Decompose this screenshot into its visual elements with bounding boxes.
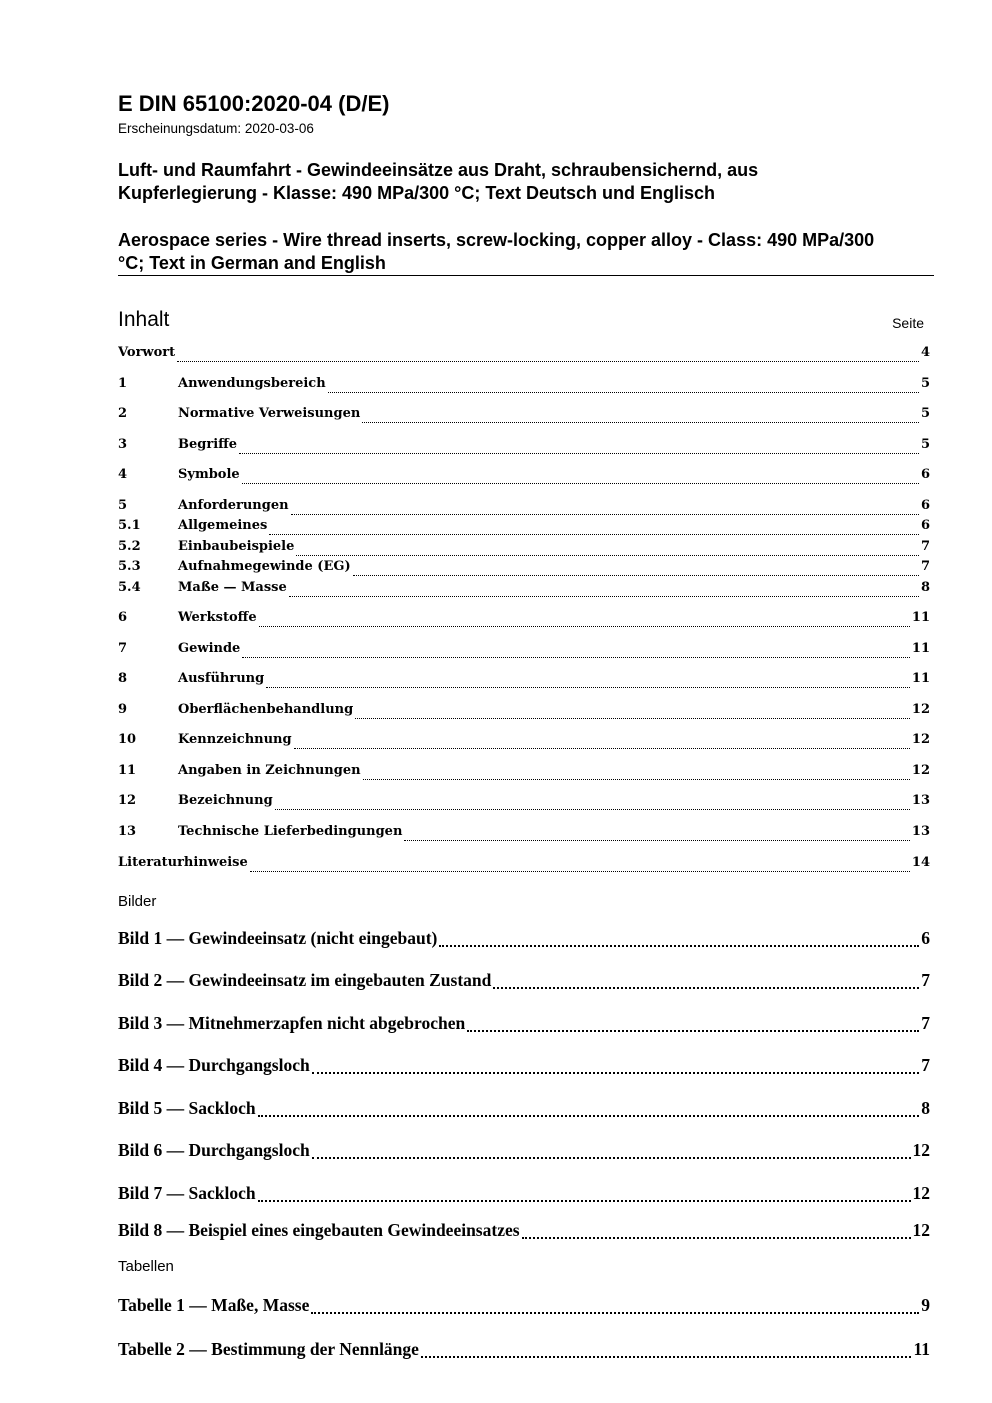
toc-entry-number: 12 [118,793,137,808]
toc-entry[interactable] [118,406,930,426]
title-english: Aerospace series - Wire thread inserts, screw-locking, copper alloy - Class: 490 MPa/300 °C; Text in German and English [118,230,875,273]
table-entry-title: Tabelle 1 — Maße, Masse [118,1295,310,1315]
toc-entry-number: 2 [118,406,128,421]
figure-entry[interactable] [118,1183,930,1207]
toc-leader [362,422,919,423]
toc-entry-number: 5.3 [118,559,141,574]
toc-leader [266,687,910,688]
figure-entry-title: Bild 1 — Gewindeeinsatz (nicht eingebaut) [118,928,438,948]
toc-entry-title: Einbaubeispiele [178,539,295,554]
document-id: E DIN 65100:2020-04 (D/E) [118,91,390,116]
toc-entry-number: 5.1 [118,518,141,533]
toc-leader [239,453,919,454]
toc-leader [177,361,919,362]
toc-entry-number: 9 [118,702,128,717]
toc-leader [404,840,910,841]
toc-entry[interactable] [118,437,930,457]
table-entry-page: 11 [913,1339,930,1359]
toc-entry[interactable] [118,702,930,722]
toc-entry-title: Allgemeines [178,518,268,533]
figure-entry-page: 12 [912,1140,930,1160]
toc-entry-title: Gewinde [178,641,241,656]
figure-entry-title: Bild 3 — Mitnehmerzapfen nicht abgebrochen [118,1013,466,1033]
toc-entry[interactable] [118,467,930,487]
toc-entry-page: 4 [920,345,930,360]
toc-leader [242,657,910,658]
toc-entry-page: 5 [920,406,930,421]
figure-leader [258,1200,911,1202]
figure-entry[interactable] [118,1098,930,1122]
toc-leader [353,575,919,576]
toc-entry-number: 7 [118,641,128,656]
toc-entry-page: 14 [911,855,930,870]
title-german: Luft- und Raumfahrt - Gewindeeinsätze aus Draht, schraubensichernd, aus Kupferlegierung - Klasse: 490 MPa/300 °C; Text Deutsch und Englisch [118,160,759,203]
toc-entry[interactable] [118,763,930,783]
toc-entry-page: 5 [920,437,930,452]
toc-entry-title: Begriffe [178,437,238,452]
toc-entry-page: 11 [911,671,930,686]
figure-leader [312,1072,920,1074]
toc-entry-title: Anforderungen [178,498,289,513]
toc-leader [296,555,919,556]
table-leader [311,1312,919,1314]
figure-entry-title: Bild 7 — Sackloch [118,1183,256,1203]
toc-entry-title: Technische Lieferbedingungen [178,824,403,839]
toc-entry[interactable] [118,376,930,396]
toc-entry-title: Bezeichnung [178,793,273,808]
toc-entry-title: Normative Verweisungen [178,406,361,421]
toc-entry-number: 10 [118,732,137,747]
toc-entry[interactable] [118,559,930,579]
publication-date: Erscheinungsdatum: 2020-03-06 [118,121,314,136]
toc-entry-title: Literaturhinweise [118,855,248,870]
toc-entry-number: 6 [118,610,128,625]
toc-entry[interactable] [118,610,930,630]
figure-entry-page: 7 [921,970,930,990]
toc-entry-title: Kennzeichnung [178,732,292,747]
toc-entry-number: 3 [118,437,128,452]
toc-entry[interactable] [118,518,930,538]
toc-leader [289,596,919,597]
toc-leader [363,779,910,780]
toc-leader [250,871,910,872]
toc-entry-page: 11 [911,610,930,625]
toc-entry[interactable] [118,539,930,559]
toc-entry-page: 12 [911,763,930,778]
toc-entry-number: 13 [118,824,137,839]
toc-entry-page: 5 [920,376,930,391]
toc-entry-page: 7 [920,559,930,574]
toc-leader [291,514,919,515]
toc-leader [355,718,910,719]
toc-leader [242,483,919,484]
figure-entry[interactable] [118,928,930,952]
figure-entry-page: 12 [912,1183,930,1203]
toc-entry-title: Aufnahmegewinde (EG) [178,559,351,574]
figure-entry-title: Bild 6 — Durchgangsloch [118,1140,310,1160]
toc-entry-page: 6 [920,518,930,533]
figure-leader [522,1237,911,1239]
figure-leader [258,1115,920,1117]
toc-leader [259,626,910,627]
toc-entry-title: Angaben in Zeichnungen [178,763,361,778]
figure-entry[interactable] [118,1140,930,1164]
figure-entry-title: Bild 8 — Beispiel eines eingebauten Gewindeeinsatzes [118,1220,520,1240]
toc-entry-title: Ausführung [178,671,265,686]
toc-entry-number: 11 [118,763,137,778]
tables-heading: Tabellen [118,1258,174,1275]
toc-leader [294,748,910,749]
figure-entry-page: 7 [921,1013,930,1033]
figure-leader [439,945,919,947]
toc-entry-page: 12 [911,702,930,717]
toc-heading: Inhalt [118,308,170,331]
figure-entry[interactable] [118,1013,930,1037]
toc-entry[interactable] [118,345,930,365]
toc-entry-page: 6 [920,498,930,513]
toc-entry[interactable] [118,793,930,813]
figure-entry-page: 12 [912,1220,930,1240]
figure-entry-title: Bild 4 — Durchgangsloch [118,1055,310,1075]
figure-entry-title: Bild 5 — Sackloch [118,1098,256,1118]
table-entry-title: Tabelle 2 — Bestimmung der Nennlänge [118,1339,419,1359]
toc-leader [269,534,919,535]
table-entry[interactable] [118,1339,930,1363]
toc-entry-page: 6 [920,467,930,482]
toc-entry-number: 5 [118,498,128,513]
table-entry[interactable] [118,1295,930,1319]
figure-leader [493,987,919,989]
figure-entry-title: Bild 2 — Gewindeeinsatz im eingebauten Zustand [118,970,492,990]
toc-entry-page: 12 [911,732,930,747]
toc-entry-number: 1 [118,376,128,391]
toc-entry-title: Oberflächenbehandlung [178,702,354,717]
toc-entry[interactable] [118,732,930,752]
figure-leader [467,1030,919,1032]
toc-entry-page: 13 [911,824,930,839]
figure-entry[interactable] [118,1220,930,1244]
figure-entry[interactable] [118,1055,930,1079]
figures-heading: Bilder [118,893,157,910]
toc-leader [328,392,919,393]
toc-entry-title: Anwendungsbereich [178,376,326,391]
toc-entry[interactable] [118,824,930,844]
toc-entry-title: Werkstoffe [178,610,257,625]
figure-leader [312,1157,911,1159]
toc-entry-page: 13 [911,793,930,808]
toc-entry-page: 7 [920,539,930,554]
table-leader [421,1356,912,1358]
toc-entry-page: 11 [911,641,930,656]
figure-entry-page: 7 [921,1055,930,1075]
toc-entry-title: Maße — Masse [178,580,287,595]
toc-entry-number: 5.2 [118,539,141,554]
toc-entry[interactable] [118,498,930,518]
toc-entry[interactable] [118,641,930,661]
toc-entry-number: 5.4 [118,580,141,595]
toc-entry-page: 8 [920,580,930,595]
figure-entry-page: 8 [921,1098,930,1118]
toc-entry[interactable] [118,671,930,691]
toc-entry[interactable] [118,855,930,875]
toc-leader [275,809,910,810]
toc-entry-number: 4 [118,467,128,482]
header-divider [118,275,934,276]
toc-entry-title: Vorwort [118,345,176,360]
toc-entry-title: Symbole [178,467,240,482]
figure-entry-page: 6 [921,928,930,948]
table-entry-page: 9 [921,1295,930,1315]
toc-entry[interactable] [118,580,930,600]
toc-entry-number: 8 [118,671,128,686]
figure-entry[interactable] [118,970,930,994]
page-column-label: Seite [892,315,924,331]
